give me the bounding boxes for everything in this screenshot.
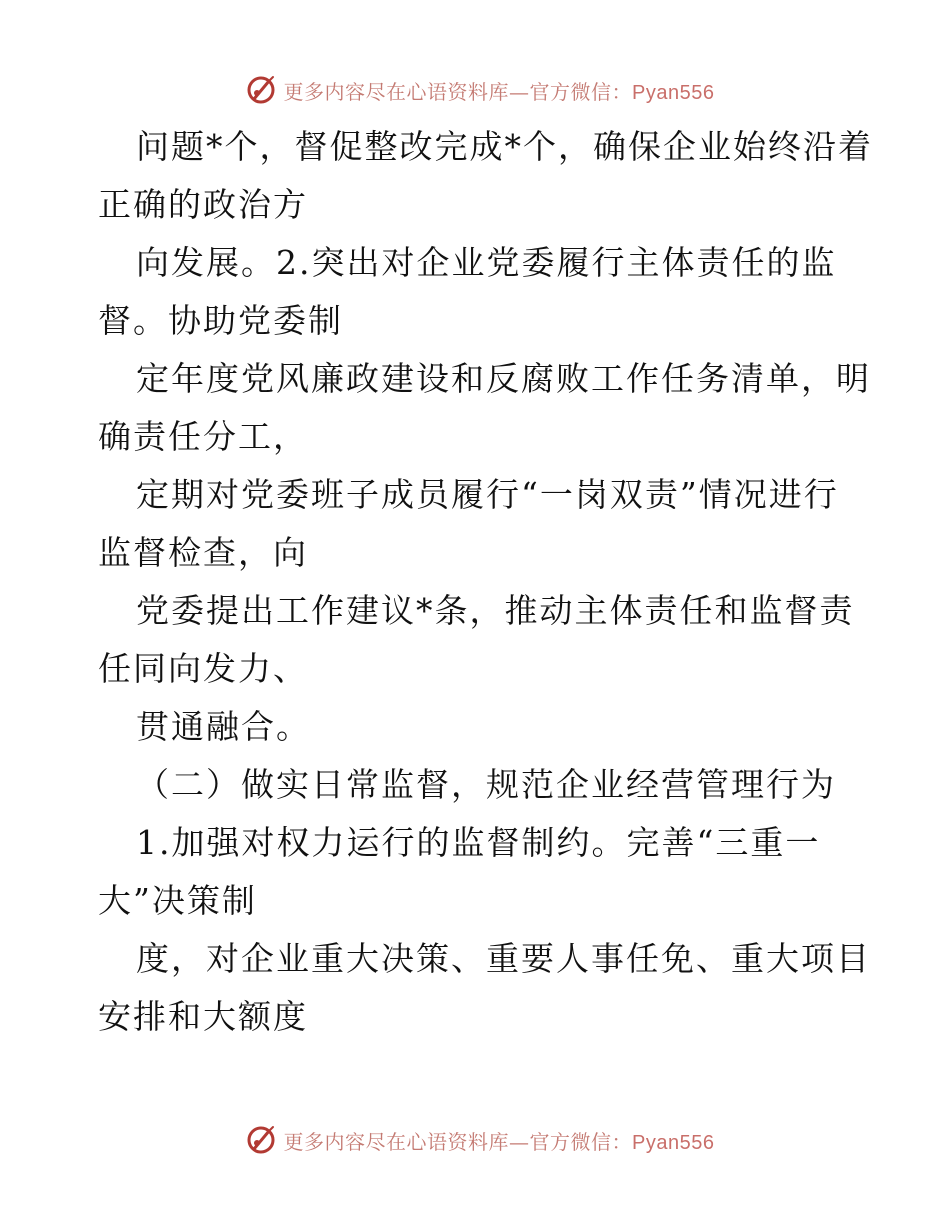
body-line: 向发展。2.突出对企业党委履行主体责任的监 [136,243,837,282]
header-label: 更多内容尽在心语资料库—官方微信： [283,79,633,104]
header-text [284,76,715,105]
body-line: 贯通融合。 [136,707,311,746]
footer-banner-inner [236,1123,715,1157]
footer-label: 更多内容尽在心语资料库—官方微信： [283,1129,633,1154]
body-line: 安排和大额度 [98,997,308,1036]
body-line: 1.加强对权力运行的监督制约。完善“三重一 [136,823,821,862]
body-line: 正确的政治方 [98,185,308,224]
footer-banner [0,1120,950,1160]
body-line: 问题*个，督促整改完成*个，确保企业始终沿着 [136,127,873,166]
pen-logo-icon [244,1123,278,1157]
body-line: 定年度党风廉政建设和反腐败工作任务清单，明 [136,359,871,398]
header-banner [0,70,950,110]
footer-text [284,1126,715,1155]
body-line: 任同向发力、 [98,649,308,688]
body-line: 监督检查，向 [98,533,308,572]
section-heading: （二）做实日常监督，规范企业经营管理行为 [136,765,836,804]
body-line: 党委提出工作建议*条，推动主体责任和监督责 [136,591,855,630]
body-line: 确责任分工， [98,417,308,456]
body-line: 大”决策制 [98,881,257,920]
header-banner-inner [236,73,715,107]
body-line: 度，对企业重大决策、重要人事任免、重大项目 [136,939,871,978]
pen-logo-icon [244,73,278,107]
header-wechat-id: Pyan556 [632,81,715,104]
document-body [98,118,873,1046]
body-line: 定期对党委班子成员履行“一岗双责”情况进行 [136,475,839,514]
footer-wechat-id: Pyan556 [632,1131,715,1154]
body-line: 督。协助党委制 [98,301,343,340]
